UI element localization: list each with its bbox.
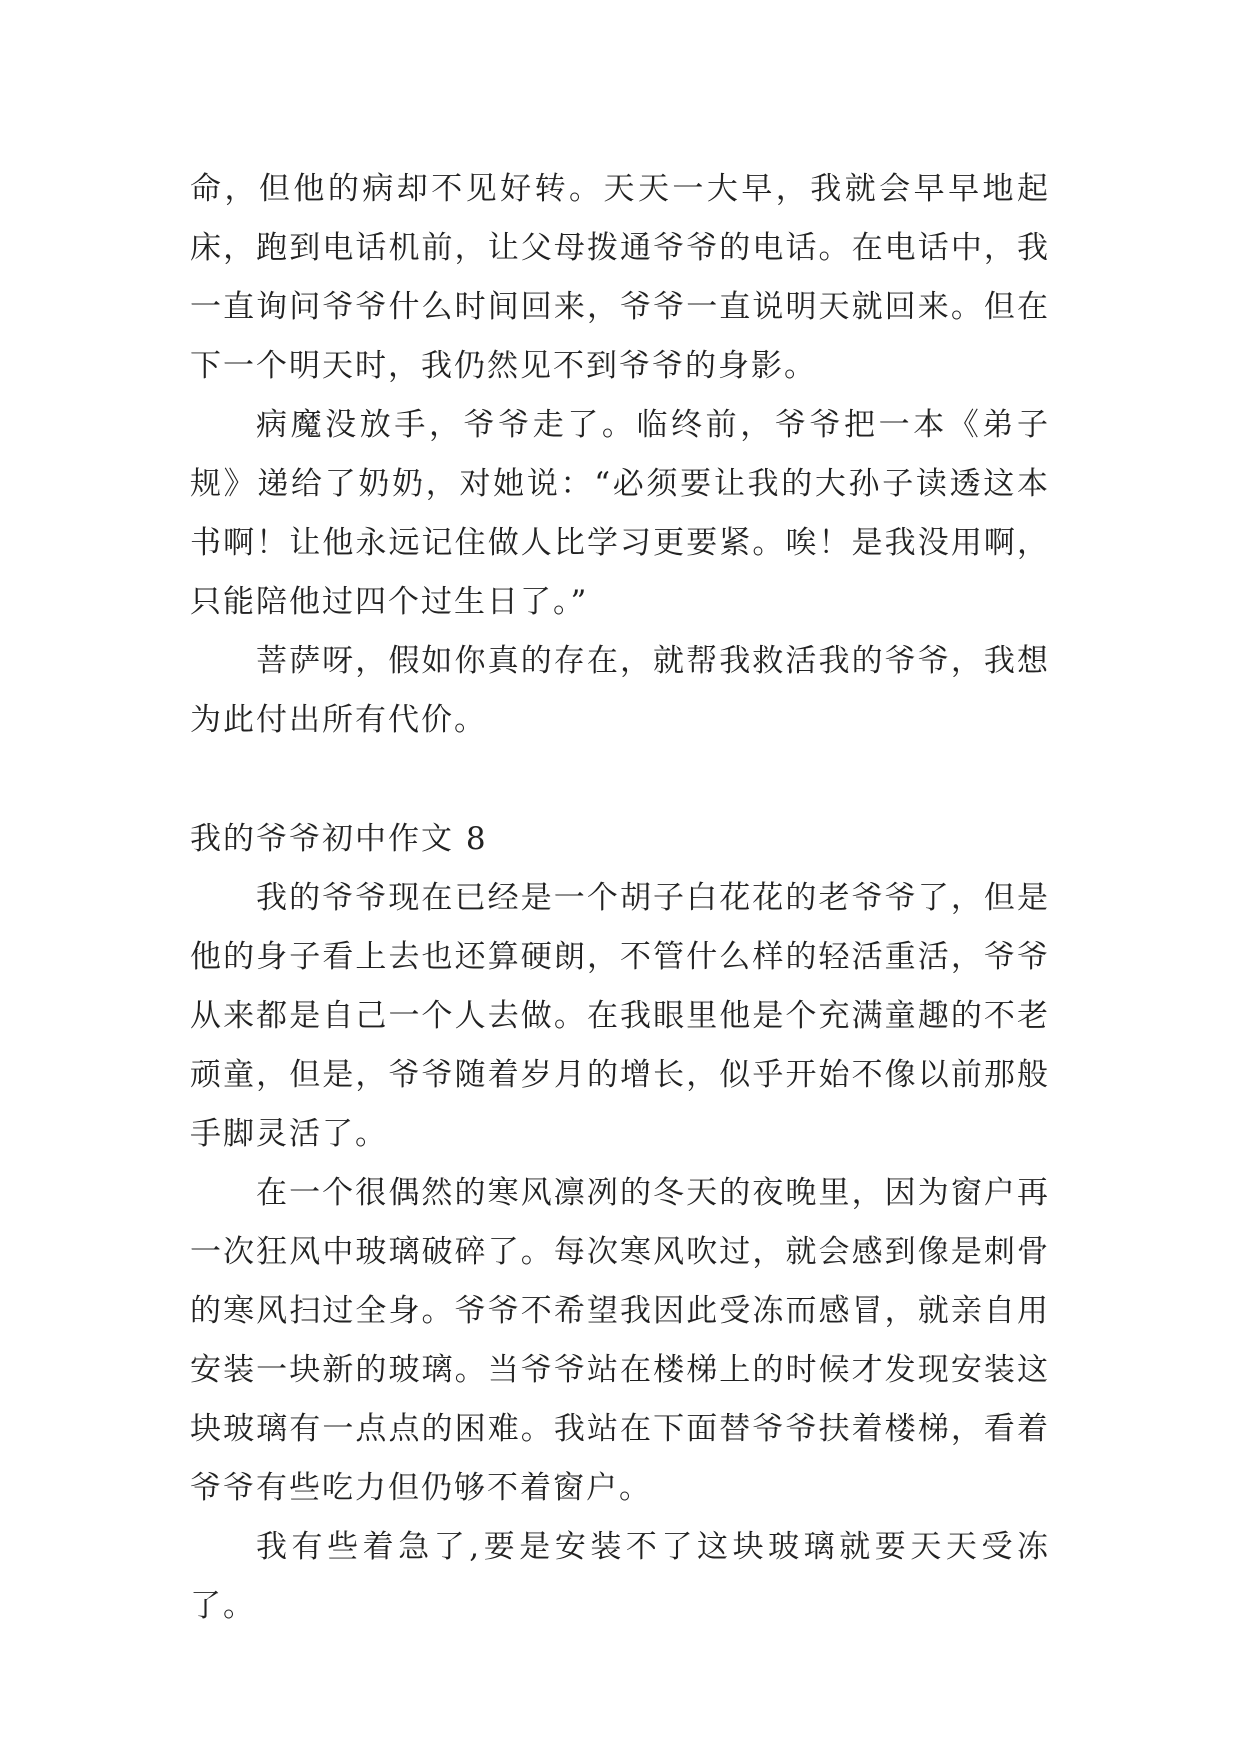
paragraph: 我的爷爷现在已经是一个胡子白花花的老爷爷了，但是他的身子看上去也还算硬朗，不管什么样的轻活重活，爷爷从来都是自己一个人去做。在我眼里他是个充满童趣的不老顽童，但是，爷爷随着岁月的增长，似乎开始不像以前那般手脚灵活了。: [190, 880, 1050, 1152]
section-heading: 我的爷爷初中作文 8: [190, 821, 488, 857]
paragraph: 在一个很偶然的寒风凛冽的冬天的夜晚里，因为窗户再一次狂风中玻璃破碎了。每次寒风吹过，就会感到像是刺骨的寒风扫过全身。爷爷不希望我因此受冻而感冒，就亲自用安装一块新的玻璃。当爷爷站在楼梯上的时候才发现安装这块玻璃有一点点的困难。我站在下面替爷爷扶着楼梯，看着爷爷有些吃力但仍够不着窗户。: [190, 1175, 1050, 1506]
paragraph: 我有些着急了,要是安装不了这块玻璃就要天天受冻了。: [190, 1529, 1050, 1624]
paragraph: 菩萨呀，假如你真的存在，就帮我救活我的爷爷，我想为此付出所有代价。: [190, 643, 1050, 738]
document-body: [190, 160, 1050, 1636]
paragraph: 病魔没放手，爷爷走了。临终前，爷爷把一本《弟子规》递给了奶奶，对她说：“必须要让我的大孙子读透这本书啊！让他永远记住做人比学习更要紧。唉！是我没用啊，只能陪他过四个过生日了。”: [190, 407, 1050, 620]
paragraph: 命，但他的病却不见好转。天天一大早，我就会早早地起床，跑到电话机前，让父母拨通爷爷的电话。在电话中，我一直询问爷爷什么时间回来，爷爷一直说明天就回来。但在下一个明天时，我仍然见不到爷爷的身影。: [190, 171, 1050, 384]
